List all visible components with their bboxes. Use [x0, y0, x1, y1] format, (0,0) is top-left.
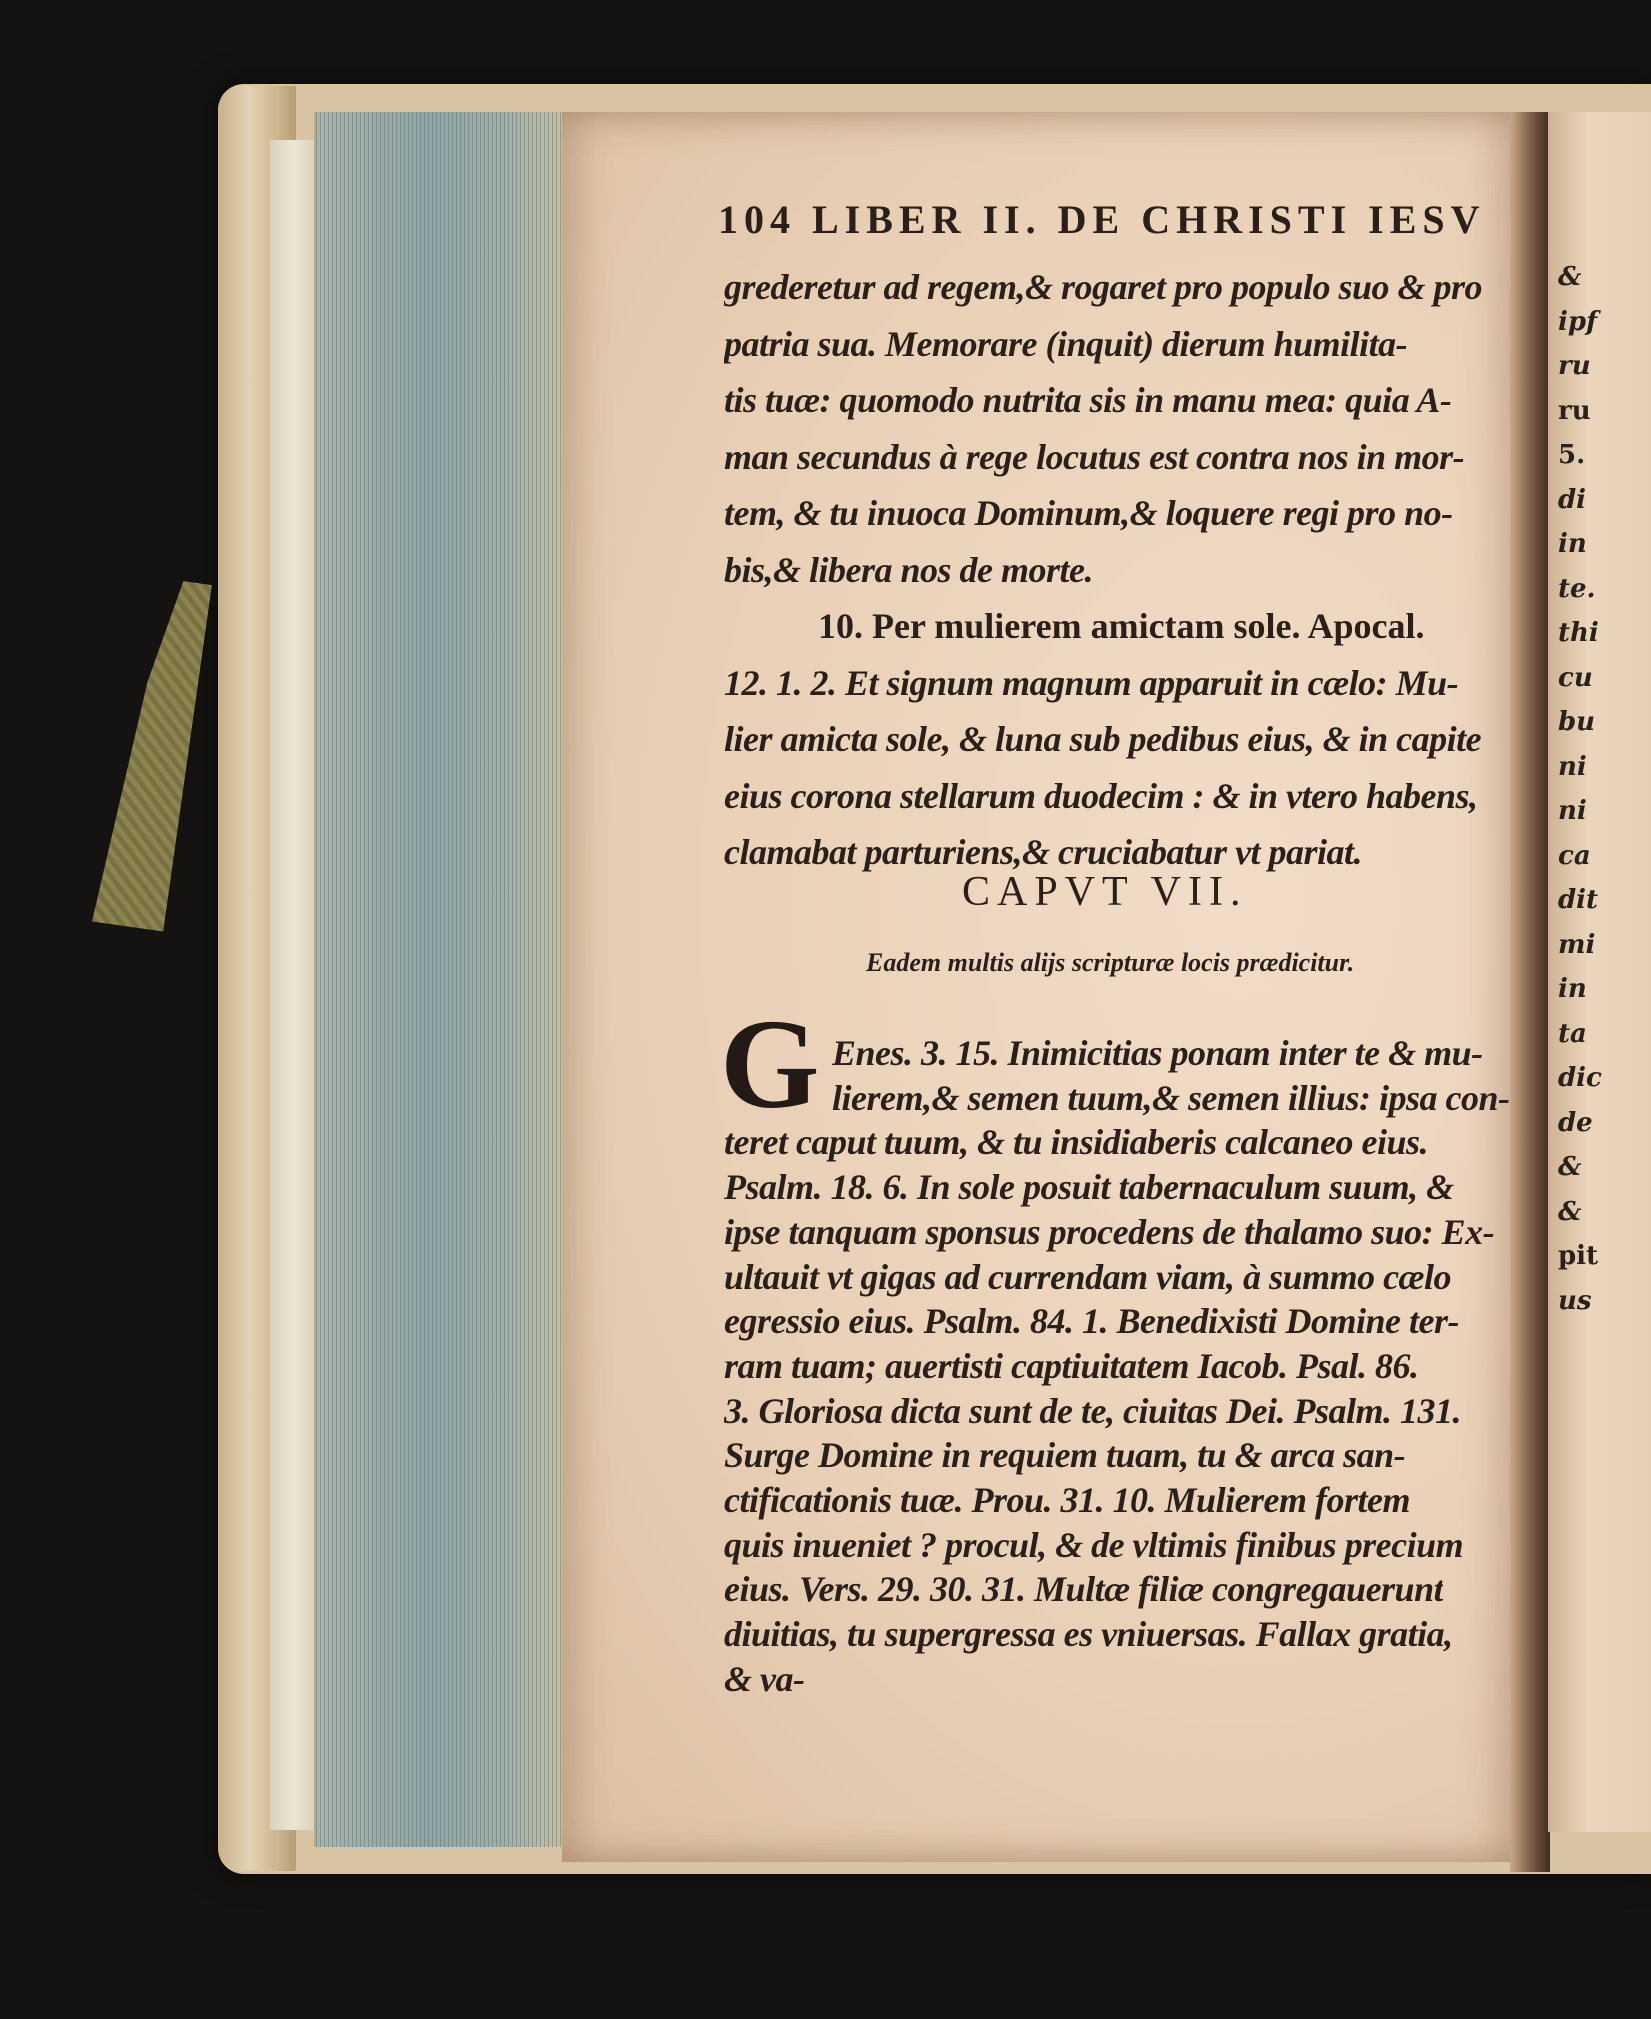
- text-line: eius corona stellarum duodecim : & in vtero habens,: [724, 775, 1478, 816]
- text-line: ipse tanquam sponsus procedens de thalamo suo: Ex-: [724, 1211, 1495, 1252]
- right-page-fragment: in: [1558, 529, 1587, 559]
- right-page-fragment: ipf: [1558, 306, 1598, 337]
- text-line: patria sua. Memorare (inquit) dierum humilita-: [724, 323, 1408, 364]
- text-line: Surge Domine in requiem tuam, tu & arca san-: [724, 1435, 1406, 1476]
- right-page-fragment: bu: [1558, 707, 1596, 737]
- book-gutter: [1510, 112, 1550, 1872]
- right-page-fragment: ru: [1558, 351, 1591, 381]
- right-page-fragment: in: [1558, 974, 1587, 1004]
- right-page-fragment: ca: [1558, 840, 1591, 871]
- text-line: ram tuam; auertisti captiuitatem Iacob. Psal. 86.: [724, 1345, 1419, 1386]
- right-page-fragment: &: [1558, 1152, 1582, 1182]
- text-line: ctificationis tuæ. Prou. 31. 10. Mulierem fortem: [724, 1480, 1411, 1520]
- text-line: bis,& libera nos de morte.: [724, 549, 1094, 590]
- right-page-fragment: te.: [1558, 573, 1596, 604]
- text-line: man secundus à rege locutus est contra nos in mor-: [724, 436, 1465, 477]
- right-page-fragment: ni: [1558, 796, 1587, 826]
- right-page-fragment: thi: [1558, 618, 1599, 648]
- chapter-subtitle: Eadem multis alijs scripturæ locis prædicitur.: [866, 948, 1355, 977]
- text-line: clamabat parturiens,& cruciabatur vt pariat.: [724, 832, 1363, 872]
- text-line: quis inueniet ? procul, & de vltimis finibus precium: [724, 1524, 1464, 1565]
- page-edges: [314, 112, 566, 1847]
- right-page-fragment: 5.: [1558, 440, 1586, 470]
- right-page-fragment: ta: [1558, 1018, 1587, 1049]
- text-line: 12. 1. 2. Et signum magnum apparuit in cælo: Mu-: [724, 662, 1459, 703]
- right-page-fragment: pit: [1558, 1241, 1599, 1271]
- right-page-fragment: cu: [1558, 662, 1593, 693]
- right-page-fragment: mi: [1558, 929, 1596, 960]
- text-line: eius. Vers. 29. 30. 31. Multæ filiæ congregauerunt: [724, 1569, 1444, 1610]
- text-line: tis tuæ: quomodo nutrita sis in manu mea: quia A-: [724, 380, 1452, 420]
- text-line: lierem,& semen tuum,& semen illius: ipsa con-: [832, 1077, 1510, 1118]
- text-line: grederetur ad regem,& rogaret pro populo suo & pro: [724, 267, 1483, 307]
- right-page-fragment: di: [1558, 484, 1587, 515]
- right-page-fragment: us: [1558, 1285, 1592, 1316]
- drop-cap: G: [720, 993, 820, 1135]
- right-page-fragment: de: [1558, 1107, 1593, 1138]
- text-line: Enes. 3. 15. Inimicitias ponam inter te & mu-: [832, 1033, 1483, 1073]
- right-page-fragment: dit: [1558, 885, 1599, 915]
- text-line: & va-: [724, 1658, 805, 1699]
- right-page-fragment: &: [1558, 1196, 1582, 1227]
- text-line: teret caput tuum, & tu insidiaberis calcaneo eius.: [724, 1122, 1429, 1163]
- text-line: 10. Per mulierem amictam sole. Apocal.: [818, 606, 1425, 646]
- running-head: 104 LIBER II. DE CHRISTI IESV: [718, 197, 1486, 242]
- text-line: diuitias, tu supergressa es vniuersas. Fallax gratia,: [724, 1614, 1453, 1655]
- text-line: egressio eius. Psalm. 84. 1. Benedixisti Domine ter-: [724, 1301, 1459, 1342]
- right-page-fragment: ru: [1558, 395, 1591, 426]
- right-page-fragment: &: [1558, 262, 1582, 292]
- right-page: [1548, 112, 1651, 1832]
- text-line: tem, & tu inuoca Dominum,& loquere regi pro no-: [724, 493, 1453, 533]
- text-line: ultauit vt gigas ad currendam viam, à summo cælo: [724, 1256, 1452, 1297]
- right-page-fragment: ni: [1558, 751, 1587, 782]
- text-line: 3. Gloriosa dicta sunt de te, ciuitas Dei. Psalm. 131.: [724, 1390, 1462, 1431]
- bookmark-ribbon: [92, 575, 212, 932]
- text-line: lier amicta sole, & luna sub pedibus eius, & in capite: [724, 719, 1482, 759]
- text-line: Psalm. 18. 6. In sole posuit tabernaculum suum, &: [724, 1167, 1454, 1208]
- right-page-fragment: dic: [1558, 1063, 1602, 1093]
- chapter-title: CAPVT VII.: [962, 869, 1248, 915]
